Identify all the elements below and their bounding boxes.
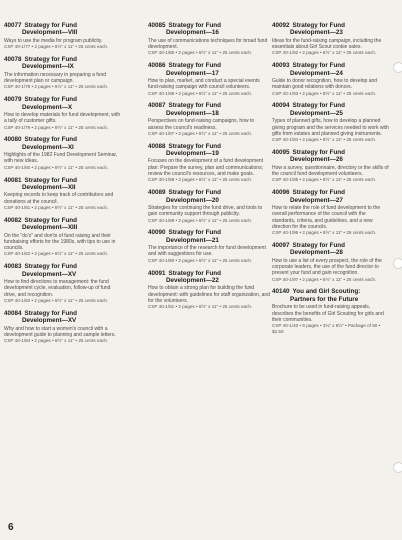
entry-subtitle: Development—27 — [290, 196, 343, 204]
entry-title: Strategy for Fund — [292, 148, 345, 156]
item-number: 40088 — [148, 142, 166, 150]
entry-title: Strategy for Fund — [292, 189, 345, 197]
entry-header — [4, 56, 124, 63]
entry-subtitle: Development—23 — [290, 29, 343, 37]
catalog-entry — [4, 263, 124, 304]
entry-order-info: CSP 40-1/90 • 2 pages • 8½" x 11" • 25 cents each. — [148, 257, 253, 263]
catalog-entry — [4, 177, 124, 211]
entry-header — [4, 22, 124, 29]
entry-title: Strategy for Fund — [168, 62, 221, 70]
entry-header — [4, 217, 124, 224]
entry-order-info: CSP 40-1/78 • 2 pages • 8½" x 11" • 25 cents each. — [4, 84, 109, 90]
entry-order-info: CSP 40-1/94 • 2 pages • 8½" x 11" • 25 cents each. — [272, 137, 377, 143]
entry-title: Strategy for Fund — [24, 96, 77, 104]
entry-subtitle: Development—26 — [290, 156, 343, 164]
entry-subtitle: Development—21 — [166, 236, 219, 244]
item-number: 40083 — [4, 263, 22, 271]
entry-title: Strategy for Fund — [168, 22, 221, 29]
catalog-entry — [148, 270, 270, 311]
item-number: 40079 — [4, 96, 22, 104]
item-number: 40084 — [4, 309, 22, 317]
item-number: 40086 — [148, 62, 166, 70]
entry-description: How to obtain a strong plan for building the fund development: with guidelines for staff organization, and for the volunteers. — [148, 285, 270, 304]
entry-order-info: CSP 40-1/93 • 2 pages • 8½" x 11" • 25 cents each. — [272, 90, 377, 96]
entry-description: Why and how to start a women's council with a development guide to planning and sample letters. — [4, 325, 116, 338]
catalog-entry — [272, 149, 390, 183]
entry-header — [148, 102, 270, 109]
item-number: 40095 — [272, 148, 290, 156]
binder-hole — [393, 258, 402, 269]
entry-header — [272, 242, 390, 249]
entry-description: Guide to donor recognition, how to develop and maintain good relations with donors. — [272, 78, 378, 91]
item-number: 40096 — [272, 189, 290, 197]
entry-title: Strategy for Fund — [168, 189, 221, 197]
entry-header — [272, 189, 390, 196]
catalog-entry — [148, 143, 270, 184]
entry-title: Strategy for Fund — [24, 216, 77, 224]
entry-order-info: CSP 40-1/96 • 2 pages • 8½" x 11" • 25 cents each. — [272, 230, 377, 236]
item-number: 40078 — [4, 55, 22, 63]
catalog-entry — [148, 102, 270, 136]
catalog-entry — [4, 96, 124, 130]
entry-header — [148, 270, 270, 277]
binder-hole — [393, 62, 402, 73]
catalog-entry — [148, 229, 270, 263]
item-number: 40097 — [272, 241, 290, 249]
entry-header — [4, 136, 124, 143]
entry-header — [4, 96, 124, 103]
catalog-entry — [272, 288, 390, 334]
item-number: 40087 — [148, 102, 166, 110]
entry-subtitle: Development—20 — [166, 196, 219, 204]
item-number: 40081 — [4, 176, 22, 184]
entry-title: Strategy for Fund — [24, 176, 77, 184]
entry-description: The use of communications techniques for broad fund development. — [148, 37, 268, 51]
item-number: 40090 — [148, 229, 166, 237]
catalog-entry — [4, 22, 124, 50]
entry-title: Strategy for Fund — [292, 241, 345, 249]
catalog-entry — [272, 242, 390, 283]
entry-subtitle: Development—XII — [22, 183, 76, 191]
entry-description: Brochure to be used in fund-raising appeals, describes the benefits of Girl Scouting for girls and their communities. — [272, 304, 384, 323]
entry-subtitle: Development—28 — [290, 249, 343, 257]
entry-description: Ideas for the fund-raising campaign, including the essentials about Girl Scout cookie sales. — [272, 37, 382, 51]
entry-title: Strategy for Fund — [292, 62, 345, 70]
entry-title: Strategy for Fund — [24, 136, 77, 144]
entry-description: How to use a list of every prospect, the role of the corporate leaders, the use of the fund director to present your fund and gain recognition. — [272, 257, 382, 277]
catalog-entry — [148, 62, 270, 96]
entry-description: Keeping records to keep track of contributors and donations at the council. — [4, 192, 114, 205]
entry-subtitle: Development—25 — [290, 109, 343, 117]
catalog-entry — [148, 189, 270, 223]
entry-description: How to plan, market, and conduct a special events fund-raising campaign with council volunteers. — [148, 78, 260, 91]
entry-description: How to relate the role of fund development to the overall performance of the council with the standards, criteria, and guidelines, and a new direction for the councils. — [272, 204, 381, 230]
entry-title: Strategy for Fund — [292, 102, 345, 110]
entry-description: Perspectives on fund-raising campaigns, how to assess the council's readiness. — [148, 118, 255, 131]
entry-title: Strategy for Fund — [24, 55, 77, 63]
item-number: 40085 — [148, 22, 166, 29]
page-number: 6 — [8, 522, 14, 533]
entry-title: Strategy for Fund — [292, 22, 345, 29]
entry-subtitle: Development—XV — [22, 270, 77, 278]
entry-order-info: CSP 40-1/77 • 2 pages • 8½" x 11" • 25 cents each. — [4, 44, 109, 50]
entry-order-info: CSP 40-1/81 • 2 pages • 8½" x 11" • 25 cents each. — [4, 204, 109, 210]
entry-order-info: CSP 40-1/40 • 6 pages • 3¾" x 8½" • Package of 50 • $2.50 — [272, 323, 381, 334]
entry-subtitle: Development—19 — [166, 150, 219, 158]
catalog-entry — [272, 102, 390, 143]
item-number: 40140 — [272, 288, 290, 296]
catalog-column-1 — [4, 22, 124, 350]
entry-header — [4, 310, 124, 317]
catalog-entry — [4, 56, 124, 90]
entry-subtitle: Development—16 — [166, 29, 219, 37]
entry-subtitle: Development—X — [22, 103, 73, 111]
entry-subtitle: Development—18 — [166, 109, 219, 117]
entry-subtitle: Development—17 — [166, 69, 219, 77]
binder-hole — [393, 462, 402, 473]
entry-header — [148, 62, 270, 69]
entry-header — [4, 177, 124, 184]
entry-order-info: CSP 40-1/87 • 2 pages • 8½" x 11" • 25 cents each. — [148, 130, 253, 136]
entry-description: The information necessary in preparing a fund development plan or campaign. — [4, 71, 107, 85]
entry-header — [272, 149, 390, 156]
entry-header — [148, 143, 270, 150]
entry-description: How to find directions to management: the fund development cycle, evaluation, follow-up of fund drive, and recognition. — [4, 279, 111, 298]
entry-title: Strategy for Fund — [168, 142, 221, 150]
item-number: 40093 — [272, 62, 290, 70]
entry-order-info: CSP 40-1/82 • 2 pages • 8½" x 11" • 25 cents each. — [4, 251, 109, 257]
item-number: 40080 — [4, 136, 22, 144]
entry-order-info: CSP 40-1/79 • 2 pages • 8½" x 11" • 25 cents each. — [4, 124, 109, 130]
entry-order-info: CSP 40-1/84 • 2 pages • 8½" x 11" • 25 cents each. — [4, 338, 109, 344]
entry-description: How a survey, questionnaire, directory or the skills of the council fund development volunteers. — [272, 164, 389, 178]
entry-subtitle: Partners for the Future — [290, 295, 359, 303]
entry-description: Highlights of the 1982 Fund Development Seminar, with new ideas. — [4, 152, 118, 165]
entry-header — [272, 102, 390, 109]
entry-subtitle: Development—VIII — [22, 29, 78, 37]
item-number: 40089 — [148, 189, 166, 197]
entry-description: Strategies for continuing the fund drive, and tools to gain community support through publicity. — [148, 204, 263, 218]
catalog-entry — [4, 217, 124, 258]
entry-order-info: CSP 40-1/92 • 2 pages • 8½" x 11" • 25 cents each. — [272, 50, 377, 56]
entry-description: Types of planned gifts, how to develop a planned giving program and the services needed to work with gifts from estates and planned giving instruments. — [272, 118, 389, 137]
catalog-entry — [4, 136, 124, 170]
catalog-entry — [148, 22, 270, 56]
entry-order-info: CSP 40-1/88 • 2 pages • 8½" x 11" • 25 cents each. — [148, 177, 253, 183]
entry-header — [272, 62, 390, 69]
entry-order-info: CSP 40-1/83 • 2 pages • 8½" x 11" • 25 cents each. — [4, 297, 109, 303]
entry-subtitle: Development—XV — [22, 317, 77, 325]
entry-title: Strategy for Fund — [24, 309, 77, 317]
entry-order-info: CSP 40-1/89 • 2 pages • 8½" x 11" • 25 cents each. — [148, 217, 253, 223]
entry-header — [148, 22, 270, 29]
entry-subtitle: Development—24 — [290, 69, 343, 77]
entry-header — [148, 229, 270, 236]
entry-order-info: CSP 40-1/95 • 2 pages • 8½" x 11" • 25 cents each. — [272, 177, 377, 183]
catalog-entry — [272, 189, 390, 236]
entry-header — [4, 263, 124, 270]
entry-subtitle: Development—XI — [22, 143, 74, 151]
entry-description: How to develop materials for fund development, with a tally of customer gifts. — [4, 111, 121, 125]
item-number: 40082 — [4, 216, 22, 224]
entry-title: Strategy for Fund — [168, 229, 221, 237]
entry-description: On the "do's" and don'ts of fund raising and their fundraising efforts for the 1980s, with tips to use in councils. — [4, 232, 116, 252]
entry-order-info: CSP 40-1/85 • 2 pages • 8½" x 11" • 25 cents each. — [148, 50, 253, 56]
entry-title: Strategy for Fund — [168, 269, 221, 277]
catalog-entry — [272, 22, 390, 56]
entry-subtitle: Development—XIII — [22, 224, 78, 232]
entry-title: Strategy for Fund — [24, 22, 77, 29]
item-number: 40094 — [272, 102, 290, 110]
item-number: 40092 — [272, 22, 290, 29]
entry-description: The importance of the research for fund development and with suggestions for use. — [148, 245, 266, 258]
item-number: 40077 — [4, 22, 22, 29]
entry-title: You and Girl Scouting: — [292, 288, 361, 296]
entry-order-info: CSP 40-1/97 • 2 pages • 8½" x 11" • 25 cents each. — [272, 276, 377, 282]
entry-order-info: CSP 40-1/91 • 2 pages • 8½" x 11" • 25 cents each. — [148, 304, 253, 310]
entry-title: Strategy for Fund — [168, 102, 221, 110]
entry-subtitle: Development—IX — [22, 63, 74, 71]
entry-header — [272, 288, 390, 295]
entry-header — [148, 189, 270, 196]
entry-description: Focuses on the development of a fund development plan: Prepare the survey, plan and communications; review the council's resources, and make goals. — [148, 158, 264, 178]
catalog-entry — [4, 310, 124, 344]
catalog-column-2 — [148, 22, 270, 316]
entry-header — [272, 22, 390, 29]
entry-order-info: CSP 40-1/80 • 2 pages • 8½" x 11" • 25 cents each. — [4, 164, 109, 170]
entry-subtitle: Development—22 — [166, 276, 219, 284]
catalog-entry — [272, 62, 390, 96]
item-number: 40091 — [148, 269, 166, 277]
catalog-column-3 — [272, 22, 390, 341]
entry-description: Ways to use the media for program publicity. — [4, 37, 103, 44]
entry-title: Strategy for Fund — [24, 263, 77, 271]
entry-order-info: CSP 40-1/86 • 2 pages • 8½" x 11" • 25 cents each. — [148, 90, 253, 96]
